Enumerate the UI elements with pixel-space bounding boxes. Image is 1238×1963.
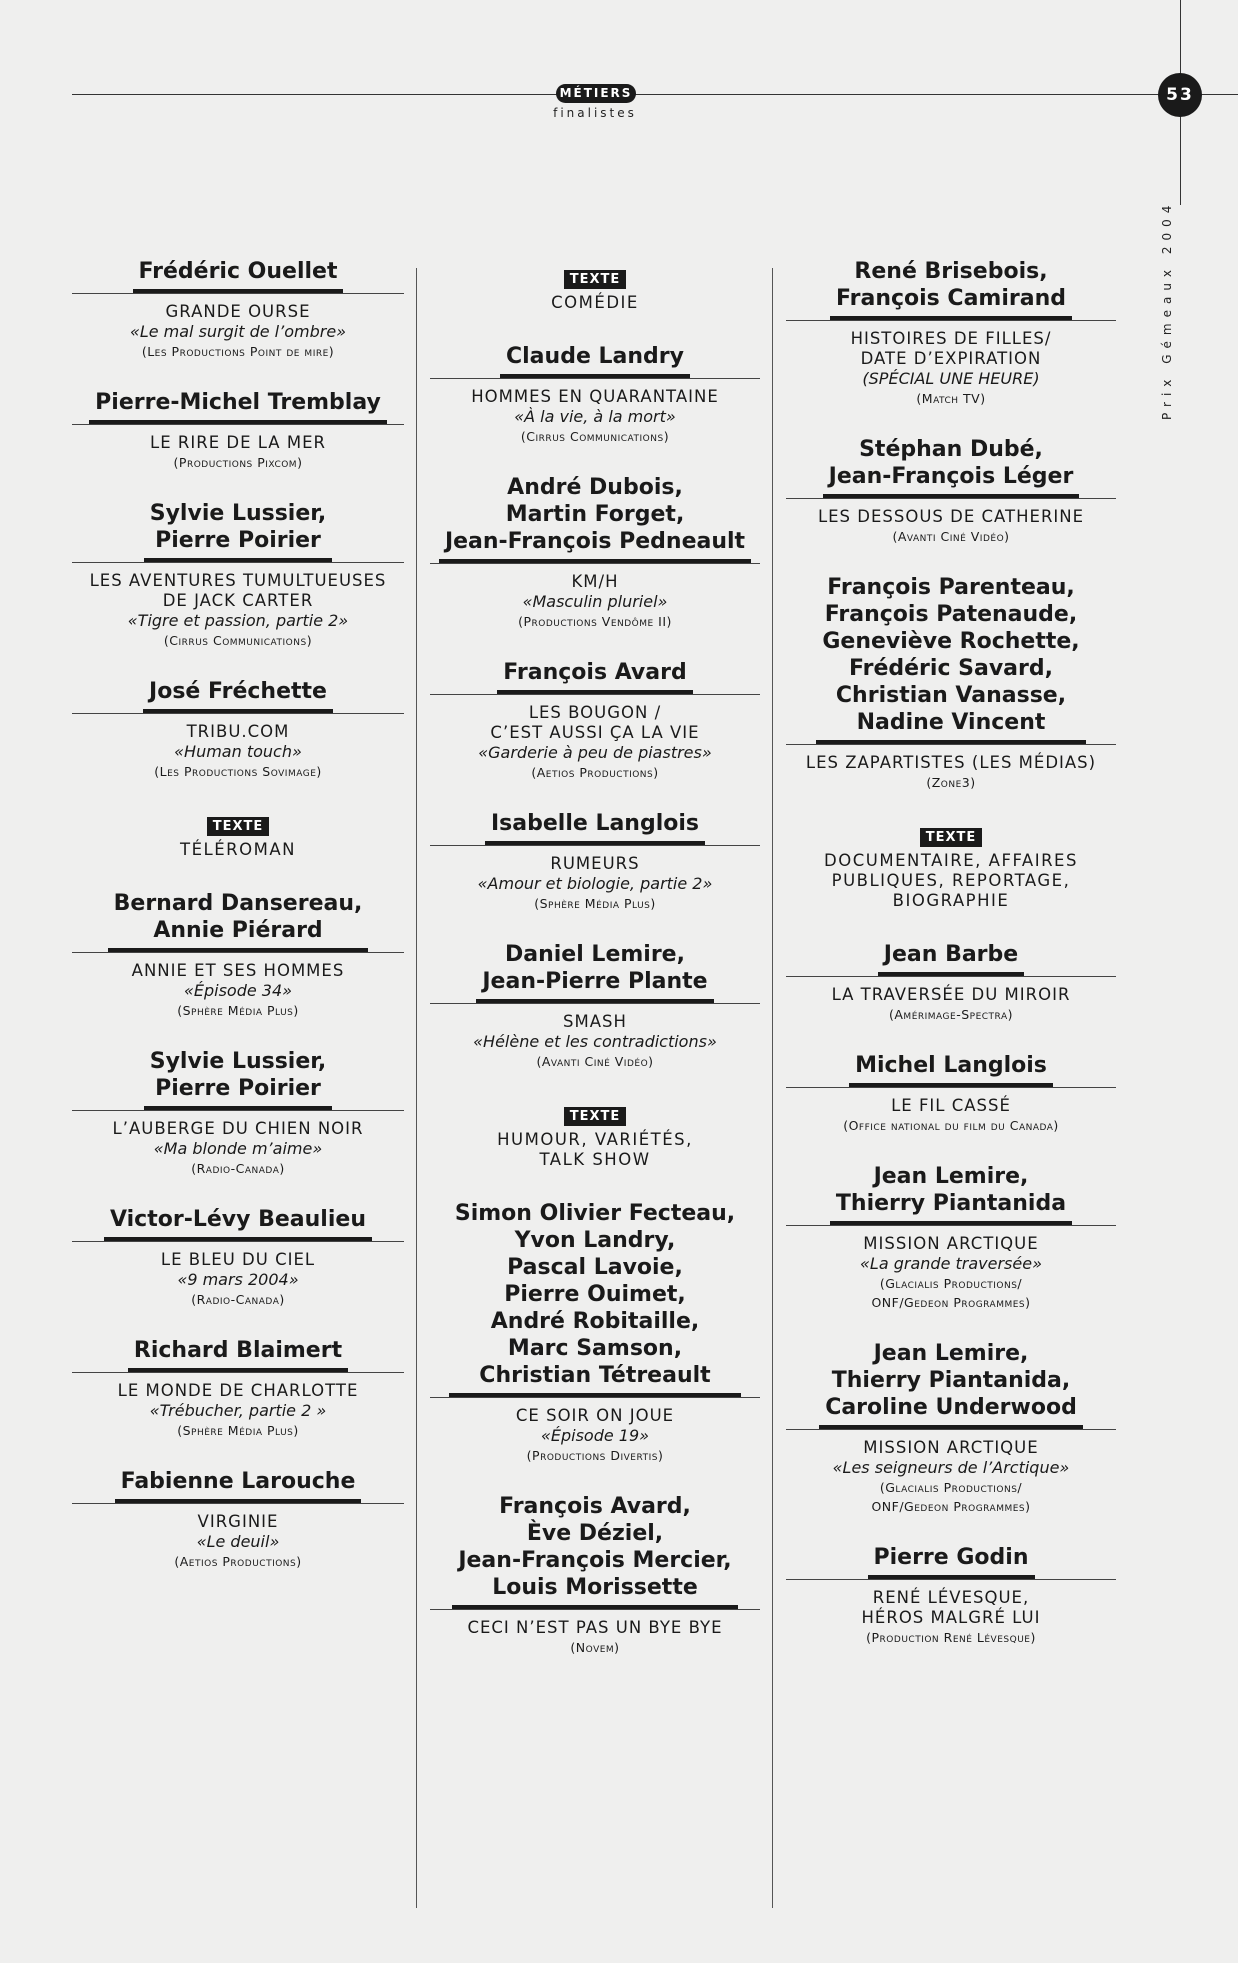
production-company: (Cirrus Communications): [163, 633, 313, 648]
work-details: [430, 378, 760, 446]
episode-title: «Le deuil»: [196, 1532, 280, 1551]
work-details: [430, 563, 760, 631]
work-details: [72, 293, 404, 361]
page-number: 53: [1158, 73, 1202, 117]
work-details: [430, 845, 760, 913]
finalist-name: Sylvie Lussier, Pierre Poirier: [144, 500, 333, 562]
finalist-name: Bernard Dansereau, Annie Piérard: [108, 890, 369, 952]
column-divider: [772, 268, 773, 1908]
work-title: ANNIE ET SES HOMMES: [131, 961, 345, 980]
finalist-name: Frédéric Ouellet: [133, 258, 344, 293]
finalist-entry: [786, 436, 1116, 546]
column-divider: [416, 268, 417, 1908]
header-rule: [72, 94, 1238, 95]
finalist-entry: [430, 1200, 760, 1465]
finalist-entry: [430, 343, 760, 446]
finalist-entry: [786, 258, 1116, 408]
finalist-entry: [72, 1206, 404, 1309]
finalist-name: François Parenteau, François Patenaude, Geneviève Rochette, Frédéric Savard, Christian Vanasse, Nadine Vincent: [816, 574, 1085, 744]
work-details: [430, 694, 760, 782]
episode-title: «Amour et biologie, partie 2»: [477, 874, 713, 893]
work-title: LE RIRE DE LA MER: [150, 433, 326, 452]
work-details: [786, 1429, 1116, 1516]
work-title: LES DESSOUS DE CATHERINE: [817, 507, 1085, 526]
episode-title: «Masculin pluriel»: [522, 592, 668, 611]
finalist-entry: [72, 389, 404, 472]
column-1: [72, 258, 404, 1599]
finalist-entry: [72, 678, 404, 781]
work-title: MISSION ARCTIQUE: [863, 1234, 1039, 1253]
finalist-name: Daniel Lemire, Jean-Pierre Plante: [476, 941, 713, 1003]
production-company: (Aetios Productions): [174, 1554, 302, 1569]
work-title: CECI N’EST PAS UN BYE BYE: [467, 1618, 723, 1637]
production-company: (Les Productions Sovimage): [154, 764, 322, 779]
finalist-name: Pierre Godin: [868, 1544, 1035, 1579]
category-title: COMÉDIE: [551, 293, 639, 312]
texte-label: TEXTE: [564, 1107, 627, 1126]
work-details: [786, 320, 1116, 408]
side-caption: Prix Gémeaux 2004: [1160, 199, 1174, 420]
finalist-name: René Brisebois, François Camirand: [830, 258, 1072, 320]
production-company: (Les Productions Point de mire): [141, 344, 335, 359]
work-details: [786, 498, 1116, 546]
production-company: (Amérimage-Spectra): [889, 1007, 1013, 1022]
work-title: KM/H: [571, 572, 619, 591]
work-title: RUMEURS: [550, 854, 640, 873]
work-title: LE BLEU DU CIEL: [160, 1250, 316, 1269]
episode-title: «Trébucher, partie 2 »: [149, 1401, 327, 1420]
entries-list: [786, 258, 1116, 792]
finalist-name: André Dubois, Martin Forget, Jean-François Pedneault: [439, 474, 751, 563]
finalist-entry: [72, 258, 404, 361]
finalist-name: Stéphan Dubé, Jean-François Léger: [823, 436, 1080, 498]
work-details: [72, 1503, 404, 1571]
production-company: (Novem): [570, 1640, 620, 1655]
finalist-name: Claude Landry: [500, 343, 690, 378]
work-title: LE FIL CASSÉ: [891, 1096, 1011, 1115]
work-details: [430, 1609, 760, 1657]
production-company: (Avanti Ciné Vidéo): [536, 1054, 654, 1069]
work-details: [72, 424, 404, 472]
production-company: (Office national du film du Canada): [843, 1118, 1059, 1133]
work-details: [72, 1110, 404, 1178]
category-title: TÉLÉROMAN: [180, 840, 296, 859]
production-company: (Sphère Média Plus): [177, 1423, 299, 1438]
episode-title: (SPÉCIAL UNE HEURE): [862, 369, 1040, 388]
section-subtitle: finalistes: [553, 106, 637, 120]
category-header: [430, 1105, 760, 1170]
category-header: [430, 268, 760, 313]
finalist-entry: [786, 574, 1116, 792]
work-details: [786, 976, 1116, 1024]
production-company: (Aetios Productions): [531, 765, 659, 780]
production-company: (Zone3): [926, 775, 976, 790]
episode-title: «Les seigneurs de l’Arctique»: [832, 1458, 1070, 1477]
finalist-name: Michel Langlois: [849, 1052, 1053, 1087]
work-details: [786, 1225, 1116, 1312]
episode-title: «Ma blonde m’aime»: [153, 1139, 323, 1158]
episode-title: «La grande traversée»: [860, 1254, 1042, 1273]
category-title: DOCUMENTAIRE, AFFAIRES PUBLIQUES, REPORTAGE, BIOGRAPHIE: [824, 851, 1078, 910]
production-company: (Glacialis Productions/ ONF/Gedeon Programmes): [871, 1276, 1031, 1310]
work-title: HOMMES EN QUARANTAINE: [471, 387, 719, 406]
work-details: [72, 562, 404, 650]
section-pill: MÉTIERS: [556, 84, 636, 103]
entries-list: [430, 343, 760, 1071]
work-details: [430, 1003, 760, 1071]
finalist-entry: [72, 1468, 404, 1571]
finalist-name: François Avard, Ève Déziel, Jean-François Mercier, Louis Morissette: [452, 1493, 737, 1609]
texte-label: TEXTE: [207, 817, 270, 836]
work-details: [430, 1397, 760, 1465]
finalist-name: José Fréchette: [143, 678, 333, 713]
production-company: (Sphère Média Plus): [534, 896, 656, 911]
production-company: (Avanti Ciné Vidéo): [892, 529, 1010, 544]
episode-title: «Human touch»: [174, 742, 302, 761]
finalist-name: François Avard: [497, 659, 692, 694]
finalist-name: Jean Lemire, Thierry Piantanida: [830, 1163, 1072, 1225]
finalist-name: Simon Olivier Fecteau, Yvon Landry, Pascal Lavoie, Pierre Ouimet, André Robitaille, Marc Samson, Christian Tétreault: [449, 1200, 741, 1397]
episode-title: «Tigre et passion, partie 2»: [127, 611, 349, 630]
work-title: MISSION ARCTIQUE: [863, 1438, 1039, 1457]
finalist-name: Sylvie Lussier, Pierre Poirier: [144, 1048, 333, 1110]
finalist-entry: [786, 941, 1116, 1024]
work-details: [72, 1372, 404, 1440]
finalist-entry: [72, 1048, 404, 1178]
work-details: [786, 1087, 1116, 1135]
episode-title: «Hélène et les contradictions»: [473, 1032, 717, 1051]
episode-title: «À la vie, à la mort»: [514, 407, 676, 426]
work-title: HISTOIRES DE FILLES/ DATE D’EXPIRATION: [850, 329, 1052, 368]
work-title: GRANDE OURSE: [165, 302, 311, 321]
production-company: (Productions Divertis): [526, 1448, 664, 1463]
work-title: LES AVENTURES TUMULTUEUSES DE JACK CARTER: [89, 571, 387, 610]
work-title: LES ZAPARTISTES (LES MÉDIAS): [805, 753, 1097, 772]
production-company: (Cirrus Communications): [520, 429, 670, 444]
production-company: (Radio-Canada): [191, 1292, 285, 1307]
entries-list: [72, 258, 404, 781]
episode-title: «Épisode 19»: [540, 1426, 650, 1445]
production-company: (Glacialis Productions/ ONF/Gedeon Programmes): [871, 1480, 1031, 1514]
finalist-entry: [430, 659, 760, 782]
entries-list: [430, 1200, 760, 1657]
finalist-name: Richard Blaimert: [128, 1337, 348, 1372]
work-title: TRIBU.COM: [186, 722, 290, 741]
production-company: (Match TV): [916, 391, 986, 406]
finalist-name: Pierre-Michel Tremblay: [89, 389, 387, 424]
category-header: [786, 826, 1116, 911]
finalist-entry: [786, 1340, 1116, 1516]
work-title: LES BOUGON / C’EST AUSSI ÇA LA VIE: [490, 703, 700, 742]
finalist-entry: [430, 1493, 760, 1657]
work-details: [72, 713, 404, 781]
production-company: (Sphère Média Plus): [177, 1003, 299, 1018]
texte-label: TEXTE: [920, 828, 983, 847]
work-title: SMASH: [563, 1012, 627, 1031]
work-title: RENÉ LÉVESQUE, HÉROS MALGRÉ LUI: [861, 1588, 1041, 1627]
entries-list: [786, 941, 1116, 1647]
finalist-name: Jean Barbe: [878, 941, 1024, 976]
finalist-entry: [786, 1544, 1116, 1647]
finalist-entry: [430, 941, 760, 1071]
episode-title: «Épisode 34»: [183, 981, 293, 1000]
column-2: [430, 268, 760, 1685]
finalist-name: Jean Lemire, Thierry Piantanida, Caroline Underwood: [819, 1340, 1083, 1429]
finalist-entry: [430, 474, 760, 631]
category-header: [72, 815, 404, 860]
production-company: (Radio-Canada): [191, 1161, 285, 1176]
production-company: (Production René Lévesque): [866, 1630, 1036, 1645]
finalist-entry: [786, 1163, 1116, 1312]
texte-label: TEXTE: [564, 270, 627, 289]
finalist-entry: [430, 810, 760, 913]
entries-list: [72, 890, 404, 1571]
finalist-entry: [72, 890, 404, 1020]
work-title: L’AUBERGE DU CHIEN NOIR: [112, 1119, 364, 1138]
work-details: [786, 744, 1116, 792]
production-company: (Productions Pixcom): [173, 455, 303, 470]
episode-title: «Le mal surgit de l’ombre»: [129, 322, 347, 341]
work-details: [72, 1241, 404, 1309]
work-details: [72, 952, 404, 1020]
production-company: (Productions Vendôme II): [518, 614, 672, 629]
work-title: LE MONDE DE CHARLOTTE: [117, 1381, 359, 1400]
work-title: LA TRAVERSÉE DU MIROIR: [831, 985, 1071, 1004]
finalist-name: Isabelle Langlois: [485, 810, 705, 845]
column-3: [786, 258, 1116, 1675]
category-title: HUMOUR, VARIÉTÉS, TALK SHOW: [497, 1130, 693, 1169]
finalist-name: Victor-Lévy Beaulieu: [104, 1206, 372, 1241]
finalist-entry: [786, 1052, 1116, 1135]
work-title: VIRGINIE: [197, 1512, 279, 1531]
finalist-name: Fabienne Larouche: [115, 1468, 362, 1503]
episode-title: «9 mars 2004»: [177, 1270, 299, 1289]
work-details: [786, 1579, 1116, 1647]
finalist-entry: [72, 1337, 404, 1440]
finalist-entry: [72, 500, 404, 650]
work-title: CE SOIR ON JOUE: [515, 1406, 675, 1425]
episode-title: «Garderie à peu de piastres»: [478, 743, 712, 762]
